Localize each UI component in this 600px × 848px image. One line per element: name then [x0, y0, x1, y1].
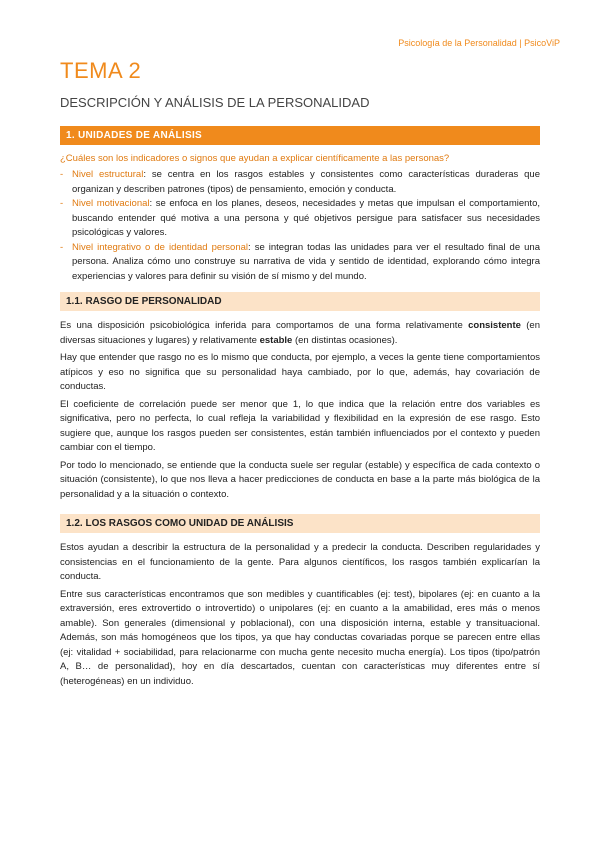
- section-heading-unidades: 1. UNIDADES DE ANÁLISIS: [60, 126, 540, 145]
- page-subtitle: DESCRIPCIÓN Y ANÁLISIS DE LA PERSONALIDAD: [60, 95, 370, 110]
- paragraph: El coeficiente de correlación puede ser menor que 1, lo que indica que la relación entre dos variables es significativa, pero no perfecta, lo cual refleja la variabilidad y flexibilidad en la expresión de ese rasgo. Esto sugiere que, aunque los rasgos pueden ser consistentes, están también influenciados por el contexto y pueden cambiar con el tiempo.: [60, 398, 540, 453]
- level-term: Nivel estructural: [72, 169, 144, 180]
- list-item: [60, 168, 540, 197]
- list-item: [60, 197, 540, 241]
- running-header: Psicología de la Personalidad | PsicoViP: [398, 38, 560, 48]
- levels-list: [60, 168, 540, 284]
- guiding-question: ¿Cuáles son los indicadores o signos que ayudan a explicar científicamente a las personas?: [60, 153, 450, 164]
- list-item: [60, 241, 540, 285]
- level-text: : se centra en los rasgos estables y consistentes como características duraderas que organizan y describen patrones (tipos) de pensamiento, emoción y conducta.: [72, 169, 540, 195]
- level-term: Nivel motivacional: [72, 198, 150, 209]
- section-heading-rasgos-unidad: 1.2. LOS RASGOS COMO UNIDAD DE ANÁLISIS: [60, 514, 540, 533]
- paragraph: Hay que entender que rasgo no es lo mismo que conducta, por ejemplo, a veces la gente tiene comportamientos atípicos y eso no significa que su personalidad haya cambiado, por lo que, además, hay covariación de conductas.: [60, 352, 540, 392]
- page-title: TEMA 2: [60, 58, 142, 83]
- paragraph: Entre sus características encontramos que son medibles y cuantificables (ej: test), bipolares (ej: en cuanto a la extraversión, eres extrovertido o introvertido) o unipolares (ej: en cuanto a la amabilidad, eres más o menos amable). Son generales (dimensional y poblacional), con una disposición interna, estable y transituacional. Además, son más homogéneos que los tipos, ya que hay conductas covariadas porque se parecen entre ellas (ej: vitalidad + sociabilidad, para relacionarme con mucha gente necesito mucha energía). Los tipos (tipo/patrón A, B… de personalidad), hoy en día descartados, cuentan con características muy diferentes entre sí (heterogéneas) en un individuo.: [60, 588, 540, 687]
- paragraph: Estos ayudan a describir la estructura de la personalidad y a predecir la conducta. Describen regularidades y consistencias en el funcionamiento de la gente. Para algunos científicos, los rasgos también explicarían la conducta.: [60, 542, 540, 582]
- paragraph: Es una disposición psicobiológica inferida para comportamos de una forma relativamente consistente (en diversas situaciones y lugares) y relativamente estable (en distintas ocasiones).: [60, 320, 541, 346]
- level-term: Nivel integrativo o de identidad personal: [72, 241, 249, 253]
- level-text: : se integran todas las unidades para ver el resultado final de una persona. Analiza cómo uno construye su narrativa de vida y sentido de identidad, explorando cómo integra experiencias y valores para definir su visión de sí mismo y del mundo.: [72, 241, 540, 282]
- level-text: : se enfoca en los planes, deseos, necesidades y metas que impulsan el comportamiento, buscando entender qué motiva a una persona y qué objetivos persigue para satisfacer sus necesidades psicológicas y valores.: [72, 198, 540, 238]
- document-body: [60, 126, 540, 692]
- paragraph: Por todo lo mencionado, se entiende que la conducta suele ser regular (estable) y específica de cada contexto o situación (consistente), lo que nos lleva a hacer predicciones de conducta en base a la parte más biológica de la personalidad y a la situación o contexto.: [60, 459, 540, 500]
- section-heading-rasgo: 1.1. RASGO DE PERSONALIDAD: [60, 292, 540, 311]
